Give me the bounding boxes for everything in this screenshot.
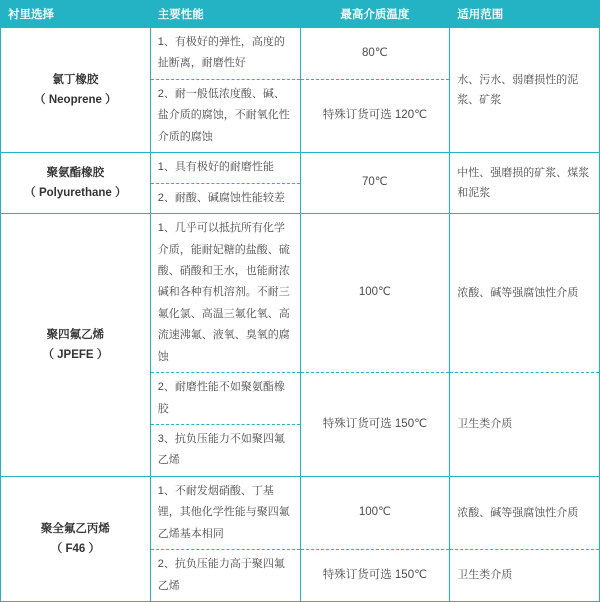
application-cell: 水、污水、弱磨损性的泥浆、矿浆 [450,28,600,153]
material-name: 聚氨酯橡胶 [46,167,105,179]
table-row [1,153,600,183]
performance-cell: 2、抗负压能力高于聚四氟乙烯 [150,550,300,602]
performance-cell: 1、不耐发烟硝酸、丁基锂，其他化学性能与聚四氟乙烯基本相同 [150,476,300,549]
performance-cell: 3、抗负压能力不如聚四氟乙烯 [150,425,300,477]
temperature-cell: 80℃ [300,28,450,80]
application-cell: 中性、强磨损的矿浆、煤浆和泥浆 [450,153,600,214]
application-cell: 浓酸、碱等强腐蚀性介质 [450,214,600,373]
performance-cell: 2、耐酸、碱腐蚀性能较差 [150,183,300,213]
performance-cell: 2、耐一般低浓度酸、碱、盐介质的腐蚀，不耐氧化性介质的腐蚀 [150,79,300,152]
temperature-cell: 100℃ [300,476,450,549]
material-name: 氯丁橡胶 [52,73,99,86]
material-name: 聚全氟乙丙烯 [40,522,110,535]
material-name: 聚四氟乙烯 [46,328,105,341]
application-cell: 浓酸、碱等强腐蚀性介质 [450,476,600,549]
performance-cell: 1、具有极好的耐磨性能 [150,153,300,183]
column-header-application: 适用范围 [450,1,600,28]
table-header [1,1,600,28]
temperature-cell: 100℃ [300,214,450,373]
table-row [1,476,600,549]
column-header-lining: 衬里选择 [1,1,151,28]
application-cell: 卫生类介质 [450,550,600,602]
material-cell-fep [1,476,151,601]
temperature-cell: 特殊订货可选 120℃ [300,79,450,152]
material-alt-name: （ JPEFE ） [42,348,109,361]
table-row [1,28,600,80]
material-alt-name: （ Neoprene ） [34,94,117,107]
temperature-cell: 70℃ [300,153,450,214]
column-header-performance: 主要性能 [150,1,300,28]
performance-cell: 1、有极好的弹性，高度的扯断离，耐磨性好 [150,28,300,80]
performance-cell: 2、耐磨性能不如聚氨酯橡胶 [150,373,300,425]
material-alt-name: （ F46 ） [50,542,100,555]
application-cell: 卫生类介质 [450,373,600,477]
table-header-row [1,1,600,28]
material-alt-name: （ Polyurethane ） [24,187,127,200]
table-body [1,28,600,602]
column-header-max-temperature: 最高介质温度 [300,1,450,28]
temperature-cell: 特殊订货可选 150℃ [300,373,450,477]
material-cell-polyurethane [1,153,151,214]
performance-cell: 1、几乎可以抵抗所有化学介质，能耐妃糖的盐酸、硫酸、硝酸和王水，也能耐浓碱和各种有机溶剂。不耐三氟化氯、高温三氟化氧、高流速沸氟、液氧、臭氧的腐蚀 [150,214,300,373]
table-row [1,214,600,373]
material-cell-ptfe [1,214,151,477]
material-cell-neoprene [1,28,151,153]
temperature-cell: 特殊订货可选 150℃ [300,550,450,602]
